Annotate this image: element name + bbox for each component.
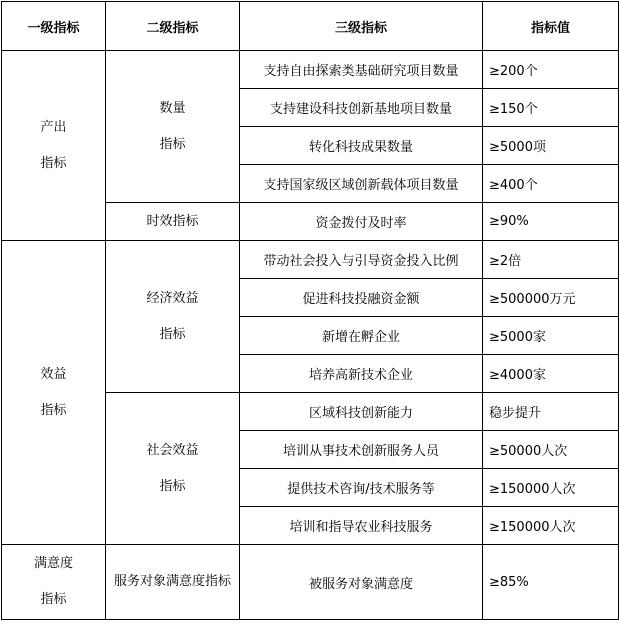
cell-line: 指标 (40, 402, 67, 418)
cell-line: 满意度 (33, 556, 73, 571)
performance-indicator-table (1, 1, 619, 620)
cell-line: 产出 (40, 119, 67, 135)
cell-line: 效益 (40, 366, 67, 382)
cell-line: 指标 (159, 326, 186, 342)
level3-indicator-cell: 促进科技投融资金额 (240, 279, 483, 317)
cell-line: 指标 (40, 592, 67, 607)
header-level3: 三级指标 (240, 2, 483, 51)
level3-indicator-cell: 支持自由探索类基础研究项目数量 (240, 51, 483, 89)
level2-indicator-cell (106, 241, 240, 393)
level3-indicator-cell: 培养高新技术企业 (240, 355, 483, 393)
cell-line: 时效指标 (146, 213, 199, 229)
level2-indicator-cell (106, 51, 240, 203)
header-level1: 一级指标 (2, 2, 106, 51)
indicator-value-cell: ≥150000人次 (483, 507, 619, 545)
level2-indicator-cell (106, 393, 240, 545)
level3-indicator-cell: 带动社会投入与引导资金投入比例 (240, 241, 483, 279)
indicator-value-cell: ≥400个 (483, 165, 619, 203)
cell-line: 数量 (159, 100, 186, 116)
indicator-value-cell: ≥50000人次 (483, 431, 619, 469)
level1-indicator-cell (2, 241, 106, 545)
indicator-value-cell: ≥90% (483, 203, 619, 241)
indicator-value-cell: ≥4000家 (483, 355, 619, 393)
table-row (2, 545, 619, 620)
indicator-value-cell: ≥85% (483, 545, 619, 620)
level3-indicator-cell: 提供技术咨询/技术服务等 (240, 469, 483, 507)
level3-indicator-cell: 资金拨付及时率 (240, 203, 483, 241)
indicator-value-cell: ≥200个 (483, 51, 619, 89)
header-row (2, 2, 619, 51)
level3-indicator-cell: 转化科技成果数量 (240, 127, 483, 165)
indicator-value-cell: ≥5000项 (483, 127, 619, 165)
level1-indicator-cell (2, 545, 106, 620)
level3-indicator-cell: 被服务对象满意度 (240, 545, 483, 620)
indicator-value-cell: ≥2倍 (483, 241, 619, 279)
level3-indicator-cell: 支持建设科技创新基地项目数量 (240, 89, 483, 127)
table-body (2, 51, 619, 620)
level3-indicator-cell: 培训从事技术创新服务人员 (240, 431, 483, 469)
level1-indicator-cell (2, 51, 106, 241)
cell-line: 经济效益 (146, 290, 199, 306)
level3-indicator-cell: 支持国家级区域创新载体项目数量 (240, 165, 483, 203)
cell-line: 社会效益 (146, 442, 199, 458)
indicator-value-cell: ≥150000人次 (483, 469, 619, 507)
level3-indicator-cell: 培训和指导农业科技服务 (240, 507, 483, 545)
cell-line: 指标 (159, 478, 186, 494)
level3-indicator-cell: 新增在孵企业 (240, 317, 483, 355)
header-level2: 二级指标 (106, 2, 240, 51)
level3-indicator-cell: 区域科技创新能力 (240, 393, 483, 431)
indicator-value-cell: ≥500000万元 (483, 279, 619, 317)
header-value: 指标值 (483, 2, 619, 51)
indicator-value-cell: 稳步提升 (483, 393, 619, 431)
level2-indicator-cell (106, 203, 240, 241)
table-row (2, 241, 619, 279)
cell-line: 指标 (40, 155, 67, 171)
indicator-value-cell: ≥5000家 (483, 317, 619, 355)
table-row (2, 51, 619, 89)
cell-line: 服务对象满意度指标 (113, 574, 231, 589)
cell-line: 指标 (159, 136, 186, 152)
level2-indicator-cell (106, 545, 240, 620)
indicator-value-cell: ≥150个 (483, 89, 619, 127)
